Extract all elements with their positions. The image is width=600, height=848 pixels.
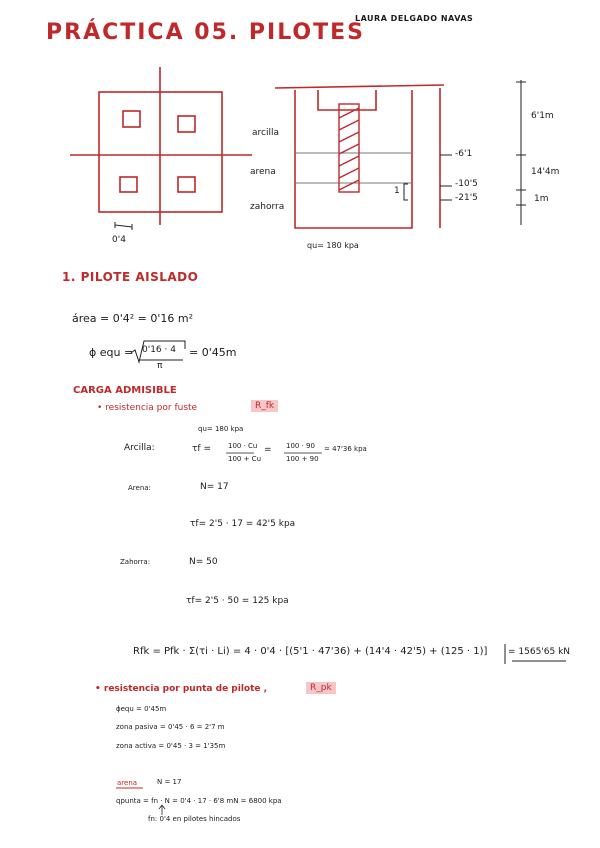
arcilla-result: = 47'36 kpa xyxy=(324,445,367,453)
level-label: 1 xyxy=(394,186,400,196)
page-title: PRÁCTICA 05. PILOTES xyxy=(46,20,366,45)
qu-label: qu= 180 kpa xyxy=(307,241,359,250)
soil-label-arcilla: arcilla xyxy=(252,128,279,138)
arena-n: N= 17 xyxy=(200,482,229,492)
arena-tau: τf= 2'5 · 17 = 42'5 kpa xyxy=(190,519,296,529)
thickness-zahorra: 1m xyxy=(534,194,549,204)
dimension-line xyxy=(516,80,526,225)
arcilla-label: Arcilla: xyxy=(124,443,155,453)
arena-n-punta: N = 17 xyxy=(157,778,182,786)
phi-denominator: π xyxy=(157,361,163,371)
plan-dim-label: 0'4 xyxy=(112,235,126,245)
arcilla-num1: 100 · Cu xyxy=(228,442,258,450)
plan-dim-mark xyxy=(115,222,132,230)
phi-prefix: ϕ equ = xyxy=(89,346,134,359)
thickness-arcilla: 6'1m xyxy=(531,111,554,121)
area-formula: área = 0'4² = 0'16 m² xyxy=(72,312,194,325)
bullet-fuste: • resistencia por fuste xyxy=(97,403,198,413)
author-name: LAURA DELGADO NAVAS xyxy=(355,14,474,23)
highlight-rfk: R_fk xyxy=(251,400,278,412)
rfk-result: = 1565'65 kN xyxy=(508,647,571,657)
arena-label: Arena: xyxy=(128,484,151,492)
fn-arrow xyxy=(159,805,165,815)
phi-result: = 0'45m xyxy=(189,346,237,359)
arena-subheading: arena xyxy=(117,779,138,787)
arcilla-num2: 100 · 90 xyxy=(286,442,315,450)
arcilla-tau: τf = xyxy=(192,444,211,454)
soil-label-zahorra: zahorra xyxy=(250,202,285,212)
zahorra-label: Zahorra: xyxy=(120,558,151,566)
qpunta-formula: qpunta = fn · N = 0'4 · 17 · 6'8 mN = 6800 kpa xyxy=(116,797,282,805)
qu-note: qu= 180 kpa xyxy=(198,425,244,433)
highlight-rpk: R_pk xyxy=(306,682,336,694)
level-10-5: -10'5 xyxy=(455,179,478,189)
thickness-arena: 14'4m xyxy=(531,167,560,177)
soil-lines xyxy=(295,153,412,183)
zona-activa: zona activa = 0'45 · 3 = 1'35m xyxy=(116,742,226,750)
zahorra-n: N= 50 xyxy=(189,557,218,567)
phi-numerator: 0'16 · 4 xyxy=(142,345,176,355)
soil-label-arena: arena xyxy=(250,167,276,177)
arcilla-den2: 100 + 90 xyxy=(286,455,319,463)
rfk-equation: Rfk = Pfk · Σ(τi · Li) = 4 · 0'4 · [(5'1 · 47'36) + (14'4 · 42'5) + (125 · 1)] xyxy=(133,646,488,657)
arcilla-eq: = xyxy=(264,445,272,455)
fn-note: fn: 0'4 en pilotes hincados xyxy=(148,815,241,823)
arcilla-den1: 100 + Cu xyxy=(228,455,262,463)
section-heading-pilote-aislado: 1. PILOTE AISLADO xyxy=(62,270,199,284)
zahorra-tau: τf= 2'5 · 50 = 125 kpa xyxy=(186,596,289,606)
carga-heading: CARGA ADMISIBLE xyxy=(73,385,177,396)
pile xyxy=(339,104,359,192)
phi-equ-punta: ϕequ = 0'45m xyxy=(116,705,167,713)
level-6-1: -6'1 xyxy=(455,149,473,159)
level-21-5: -21'5 xyxy=(455,193,478,203)
bullet-punta: • resistencia por punta de pilote , xyxy=(95,684,268,694)
zona-pasiva: zona pasiva = 0'45 · 6 = 2'7 m xyxy=(116,723,225,731)
plan-view xyxy=(70,67,252,225)
